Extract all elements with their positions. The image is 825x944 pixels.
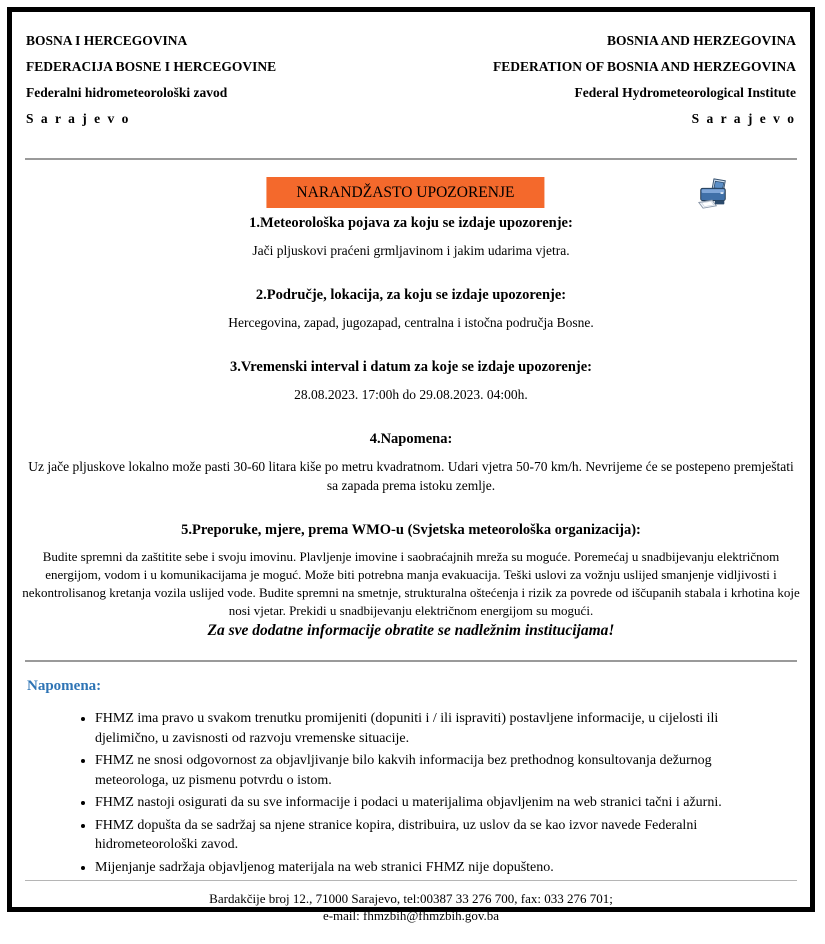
section-heading: 2.Područje, lokacija, za koju se izdaje upozorenje:	[255, 287, 567, 303]
section-time-interval	[12, 359, 810, 404]
letterhead-right	[493, 28, 796, 132]
section-text: Uz jače pljuskove lokalno može pasti 30-60 litara kiše po metru kvadratnom. Udari vjetra 50-70 km/h. Nevrijeme će se postepeno premještati sa zapada prema istoku zemlje.	[28, 459, 794, 493]
section-text: Hercegovina, zapad, jugozapad, centralna i istočna područja Bosne.	[228, 315, 594, 330]
closing-line: Za sve dodatne informacije obratite se nadležnim institucijama!	[207, 622, 615, 639]
footer-email: e-mail: fhmzbih@fhmzbih.gov.ba	[322, 908, 500, 923]
section-heading: 4.Napomena:	[369, 431, 453, 447]
printer-icon[interactable]	[696, 177, 730, 211]
letterhead	[12, 12, 810, 132]
org-country-bs: BOSNA I HERCEGOVINA	[26, 33, 188, 48]
org-institute-bs: Federalni hidrometeorološki zavod	[26, 85, 228, 100]
org-city-bs: S a r a j e v o	[26, 111, 131, 126]
contact-footer	[12, 881, 810, 944]
list-item: • FHMZ nastoji osigurati da su sve informacije i podaci u materijalima objavljenim na web stranici tačni i ažurni.	[95, 793, 780, 813]
section-remark	[12, 431, 810, 495]
document-page	[7, 7, 815, 923]
section-heading: 1.Meteorološka pojava za koju se izdaje upozorenje:	[249, 215, 573, 231]
list-item: • FHMZ dopušta da se sadržaj sa njene stranice kopira, distribuira, uz uslov da se kao izvor navede Federalni hidrometeorološki zavod.	[95, 816, 780, 855]
section-text: 28.08.2023. 17:00h do 29.08.2023. 04:00h.	[294, 387, 528, 402]
section-recommendations	[12, 522, 810, 620]
section-phenomenon	[12, 215, 810, 260]
list-item: • FHMZ ne snosi odgovornost za objavljivanje bilo kakvih informacija bez prethodnog konsultovanja dežurnog meteorologa, uz pismenu potvrdu o istom.	[95, 751, 780, 790]
section-heading: 3.Vremenski interval i datum za koje se izdaje upozorenje:	[229, 359, 593, 375]
header-divider	[25, 158, 797, 160]
section-heading: 5.Preporuke, mjere, prema WMO-u (Svjetska meteorološka organizacija):	[181, 522, 641, 538]
footer-address: Bardakčije broj 12., 71000 Sarajevo, tel:00387 33 276 700, fax: 033 276 701;	[209, 891, 613, 906]
org-country-en: BOSNIA AND HERZEGOVINA	[606, 33, 796, 48]
notes-section	[12, 662, 810, 880]
org-city-en: S a r a j e v o	[691, 111, 796, 126]
section-area	[12, 287, 810, 332]
warning-body	[12, 215, 810, 640]
section-text: Budite spremni da zaštitite sebe i svoju imovinu. Plavljenje imovine i saobraćajnih mreža su moguće. Poremećaj u snadbijevanju električnom energijom, vodom i u komunikacijama je moguć. Može biti potrebna manja evakuacija. Teški uslovi za vožnju uslijed smanjenje vidljivosti i nekontrolisanog kretanja vozila uslijed vode. Budite spremni na smetnje, strukturalna oštećenja i rizik za povrede od iščupanih stabala i krhotina koje nosi vjetar. Prekidi u snadbijevanju električnom energijom su mogući.	[22, 549, 800, 618]
section-text: Jači pljuskovi praćeni grmljavinom i jakim udarima vjetra.	[252, 243, 570, 258]
list-item: • FHMZ ima pravo u svakom trenutku promijeniti (dopuniti i / ili ispraviti) postavljene informacije, u cijelosti ili djelimično, u zavisnosti od razvoju vremenske situacije.	[95, 709, 780, 748]
list-item: • Mijenjanje sadržaja objavljenog materijala na web stranici FHMZ nije dopušteno.	[95, 858, 780, 878]
notes-list	[12, 709, 780, 877]
warning-banner: NARANDŽASTO UPOZORENJE	[266, 177, 544, 208]
org-institute-en: Federal Hydrometeorological Institute	[574, 85, 796, 100]
org-federation-en: FEDERATION OF BOSNIA AND HERZEGOVINA	[492, 59, 796, 74]
notes-heading: Napomena:	[27, 678, 102, 694]
org-federation-bs: FEDERACIJA BOSNE I HERCEGOVINE	[26, 59, 277, 74]
letterhead-left	[26, 28, 276, 132]
